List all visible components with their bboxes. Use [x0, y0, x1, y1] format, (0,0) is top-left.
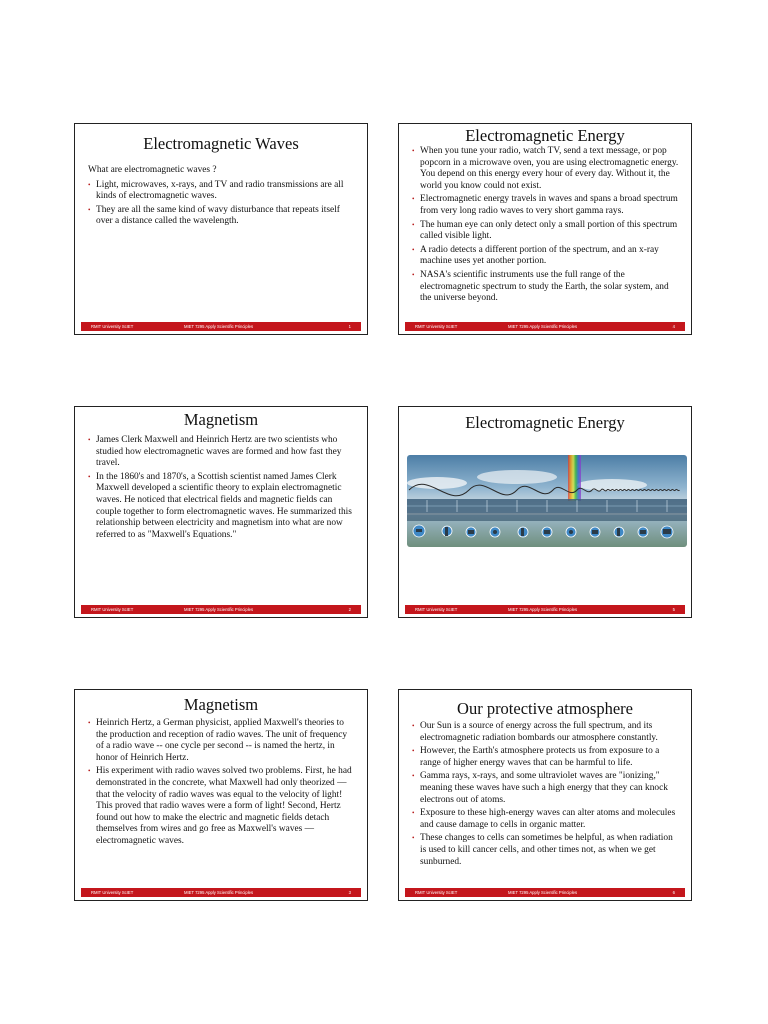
slide-title: Magnetism — [183, 695, 259, 714]
footer-page-number: 4 — [672, 324, 675, 329]
slide-intro: What are electromagnetic waves ? — [88, 165, 217, 175]
bullet-item: • Exposure to these high-energy waves can alter atoms and molecules and cause damage to cells in organic matter. — [412, 808, 676, 830]
slide-protective-atmosphere — [398, 689, 692, 901]
footer-university: RMIT University ScIET — [415, 607, 458, 612]
slide-footer — [405, 888, 685, 897]
bullet-icon: • — [412, 195, 415, 204]
footer-page-number: 1 — [348, 324, 351, 329]
slide-body — [412, 146, 679, 307]
bullet-icon: • — [88, 436, 91, 444]
bullet-item: • Light, microwaves, x-rays, and TV and radio transmissions are all kinds of electromagnetic waves. — [88, 179, 344, 202]
bullet-item: • His experiment with radio waves solved two problems. First, he had demonstrated in the concrete, what Maxwell had only theorized — that the velocity of radio waves was equal to the velocity of light! This proved that radio waves were a form of light! Second, Hertz found out how to make the electric and magnetic fields detach themselves from wires and go free as Maxwell's waves — electromagnetic waves. — [88, 766, 352, 846]
bullet-list — [412, 146, 679, 305]
slide-footer — [81, 605, 361, 614]
spectrum-illustration — [407, 455, 687, 547]
slide-electromagnetic-waves — [74, 123, 368, 335]
footer-university: RMIT University ScIET — [91, 890, 134, 895]
bullet-item: • A radio detects a different portion of the spectrum, and an x-ray machine uses yet another portion. — [412, 244, 659, 267]
bullet-item: • Heinrich Hertz, a German physicist, applied Maxwell's theories to the production and reception of radio waves. The unit of frequency of a radio wave -- one cycle per second -- is named the hertz, in honor of Heinrich Hertz. — [88, 718, 348, 763]
bullet-item: • NASA's scientific instruments use the full range of the electromagnetic spectrum to study the Earth, the solar system, and the universe beyond. — [412, 269, 669, 304]
bullet-list — [88, 180, 355, 228]
slide-body — [88, 435, 355, 543]
footer-university: RMIT University ScIET — [91, 607, 134, 612]
bullet-item: • Electromagnetic energy travels in waves and spans a broad spectrum from very long radio waves to very short gamma rays. — [412, 194, 678, 216]
bullet-icon: • — [412, 722, 415, 730]
slide-footer — [81, 322, 361, 331]
bullet-icon: • — [412, 147, 415, 155]
bullet-icon: • — [88, 767, 91, 776]
bullet-item: • Gamma rays, x-rays, and some ultraviolet waves are "ionizing," meaning these waves have such a high energy that they can knock electrons out of atoms. — [412, 771, 668, 805]
bullet-item: • However, the Earth's atmosphere protects us from exposure to a range of higher energy waves that can be harmful to life. — [412, 746, 660, 768]
bullet-list — [88, 718, 355, 848]
footer-university: RMIT University ScIET — [91, 324, 134, 329]
footer-course: MIET 7295 Apply Scientific Principles — [508, 324, 578, 329]
bullet-list — [88, 435, 355, 541]
slide-footer — [405, 605, 685, 614]
bullet-icon: • — [412, 220, 415, 229]
bullet-icon: • — [412, 747, 415, 756]
bullet-icon: • — [88, 472, 91, 481]
footer-course: MIET 7295 Apply Scientific Principles — [508, 607, 578, 612]
footer-university: RMIT University ScIET — [415, 324, 458, 329]
slide-body — [412, 721, 679, 870]
slide-electromagnetic-energy-spectrum — [398, 406, 692, 618]
bullet-icon: • — [412, 834, 415, 843]
footer-university: RMIT University ScIET — [415, 890, 458, 895]
slide-title: Our protective atmosphere — [457, 699, 633, 718]
bullet-item: • Our Sun is a source of energy across the full spectrum, and its electromagnetic radiation bombards our atmosphere constantly. — [412, 721, 658, 743]
slide-electromagnetic-energy-text — [398, 123, 692, 335]
slide-title: Electromagnetic Energy — [465, 413, 625, 432]
slide-magnetism-1 — [74, 406, 368, 618]
footer-course: MIET 7295 Apply Scientific Principles — [184, 324, 254, 329]
slide-magnetism-2 — [74, 689, 368, 901]
bullet-icon: • — [88, 719, 91, 727]
bullet-icon: • — [412, 772, 415, 781]
slide-title: Electromagnetic Energy — [465, 126, 625, 145]
bullet-item: • When you tune your radio, watch TV, send a text message, or pop popcorn in a microwave oven, you are using electromagnetic energy. You depend on this energy every hour of every day. Without it, the world you know could not exist. — [412, 146, 679, 191]
footer-page-number: 3 — [348, 890, 351, 895]
slide-title: Electromagnetic Waves — [143, 134, 299, 153]
bullet-item: • In the 1860's and 1870's, a Scottish scientist named James Clerk Maxwell developed a scientific theory to explain electromagnetic waves. He noticed that electrical fields and magnetic fields can couple together to form electromagnetic waves. He summarized this relationship between electricity and magnetism into what are now referred to as "Maxwell's Equations." — [88, 471, 352, 540]
slide-body — [88, 165, 355, 230]
footer-course: MIET 7295 Apply Scientific Principles — [184, 607, 254, 612]
bullet-item: • The human eye can only detect only a small portion of this spectrum called visible light. — [412, 219, 678, 242]
slide-footer — [81, 888, 361, 897]
footer-page-number: 6 — [672, 890, 675, 895]
footer-page-number: 2 — [348, 607, 351, 612]
bullet-item: • James Clerk Maxwell and Heinrich Hertz are two scientists who studied how electromagnetic waves are formed and how fast they travel. — [88, 435, 342, 469]
footer-course: MIET 7295 Apply Scientific Principles — [184, 890, 254, 895]
slide-body — [88, 718, 355, 850]
bullet-icon: • — [88, 180, 91, 189]
bullet-icon: • — [88, 205, 91, 214]
bullet-item: • They are all the same kind of wavy disturbance that repeats itself over a distance called the wavelength. — [88, 204, 340, 227]
slide-footer — [405, 322, 685, 331]
bullet-icon: • — [412, 809, 415, 818]
bullet-icon: • — [412, 270, 415, 279]
footer-page-number: 5 — [672, 607, 675, 612]
bullet-list — [412, 721, 679, 868]
bullet-icon: • — [412, 245, 415, 254]
slide-title: Magnetism — [183, 410, 259, 429]
bullet-item: • These changes to cells can sometimes be helpful, as when radiation is used to kill cancer cells, and other times not, as when we get sunburned. — [412, 833, 673, 867]
footer-course: MIET 7295 Apply Scientific Principles — [508, 890, 578, 895]
